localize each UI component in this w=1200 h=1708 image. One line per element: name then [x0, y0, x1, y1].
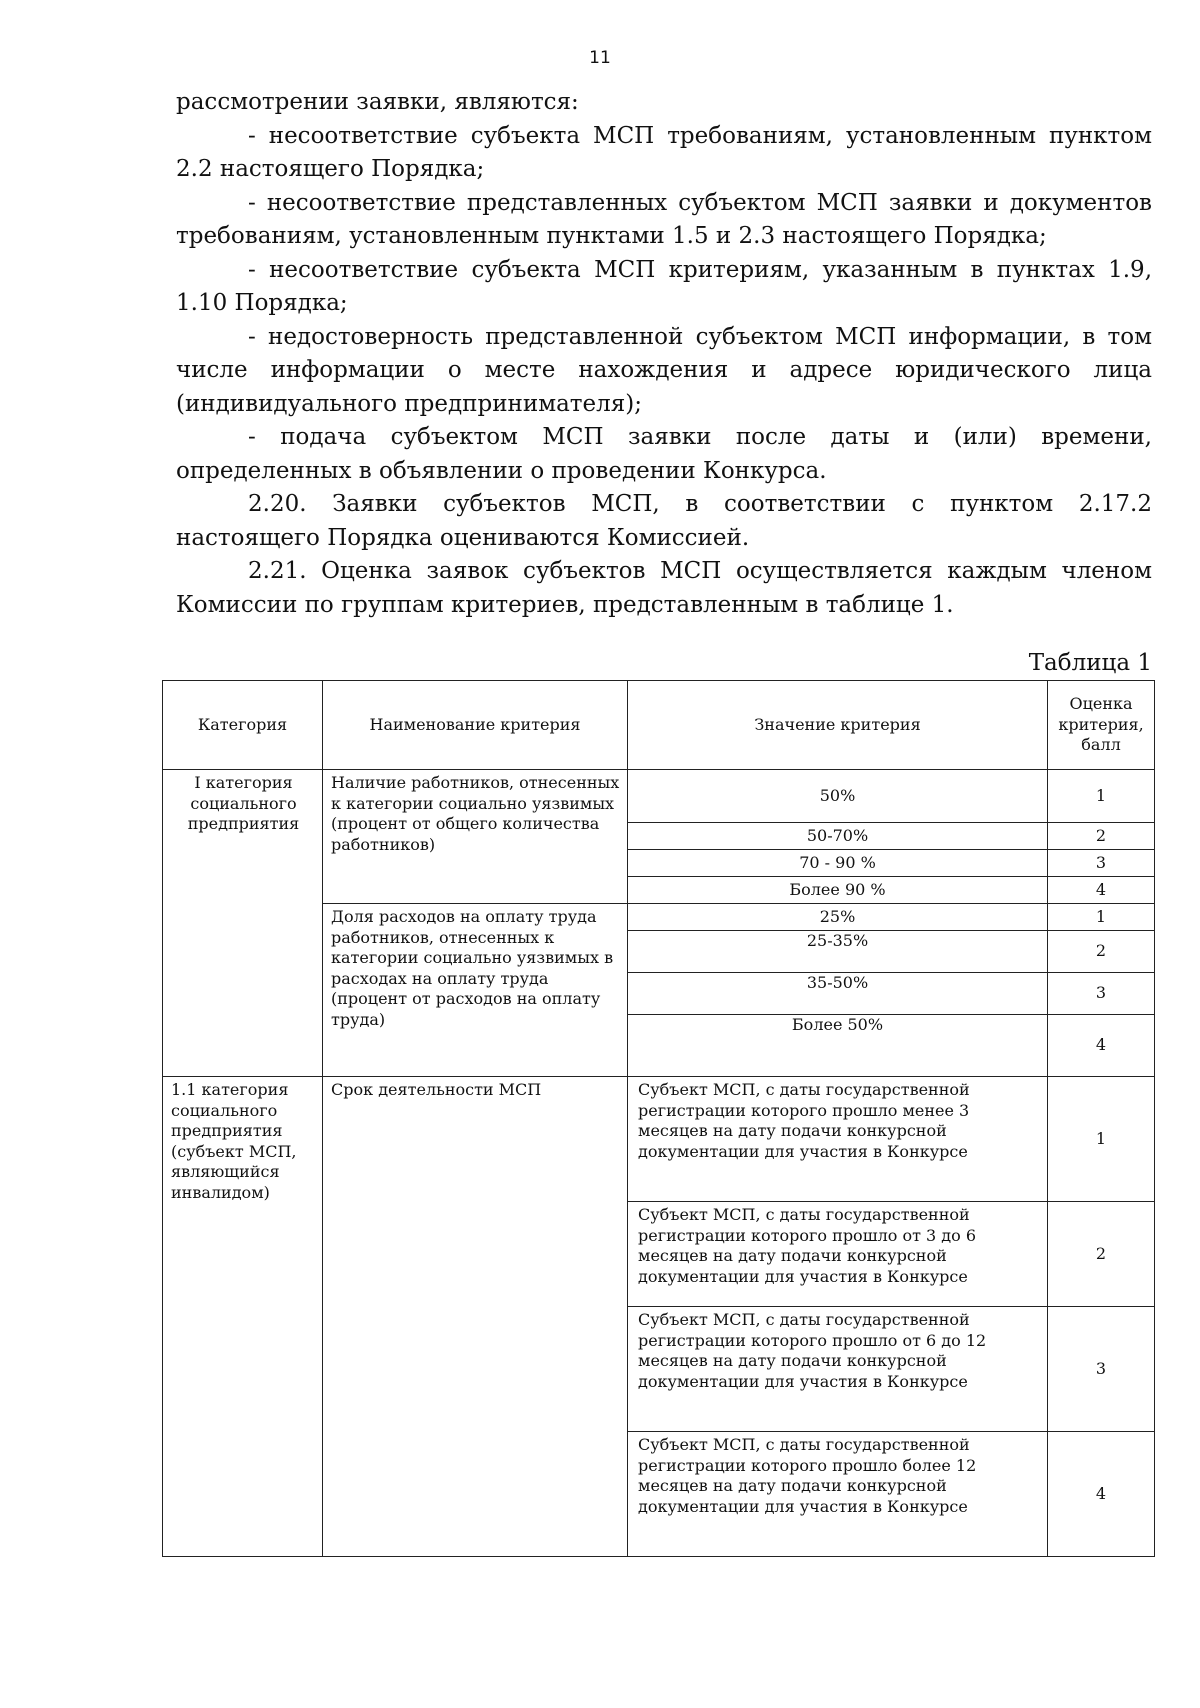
document-body [176, 86, 1152, 622]
criterion-value: Субъект МСП, с даты государственной регистрации которого прошло менее 3 месяцев на дату подачи конкурсной документации для участия в Конкурсе [628, 1077, 1048, 1202]
criterion-score: 3 [1048, 973, 1155, 1015]
criterion-value: 25-35% [628, 931, 1048, 973]
criterion-value: 50% [628, 770, 1048, 823]
criterion-score: 1 [1048, 904, 1155, 931]
header-value: Значение критерия [628, 681, 1048, 770]
paragraph: рассмотрении заявки, являются: [176, 89, 579, 115]
table-caption: Таблица 1 [1028, 650, 1152, 676]
criterion-score: 2 [1048, 1202, 1155, 1307]
criteria-table [162, 680, 1155, 1557]
table-row [163, 1077, 1155, 1202]
criterion-value: Субъект МСП, с даты государственной регистрации которого прошло от 6 до 12 месяцев на дату подачи конкурсной документации для участия в Конкурсе [628, 1307, 1048, 1432]
criterion-score: 1 [1048, 1077, 1155, 1202]
paragraph: - несоответствие субъекта МСП критериям, указанным в пунктах 1.9, 1.10 Порядка; [176, 256, 1152, 316]
criterion-score: 4 [1048, 1015, 1155, 1077]
paragraph: - несоответствие субъекта МСП требованиям, установленным пунктом 2.2 настоящего Порядка; [176, 122, 1152, 182]
page-number: 11 [589, 48, 611, 68]
criterion-score: 2 [1048, 931, 1155, 973]
table-row [163, 770, 1155, 823]
criterion-score: 4 [1048, 1432, 1155, 1557]
criterion-score: 1 [1048, 770, 1155, 823]
criterion-value: Более 50% [628, 1015, 1048, 1077]
paragraph: - несоответствие представленных субъектом МСП заявки и документов требованиям, установленным пунктами 1.5 и 2.3 настоящего Порядка; [176, 189, 1152, 249]
criterion-value: 25% [628, 904, 1048, 931]
criterion-value: 35-50% [628, 973, 1048, 1015]
criterion-value: Более 90 % [628, 877, 1048, 904]
criterion-score: 3 [1048, 850, 1155, 877]
criterion-value: Субъект МСП, с даты государственной регистрации которого прошло более 12 месяцев на дату подачи конкурсной документации для участия в Конкурсе [628, 1432, 1048, 1557]
criterion-name: Срок деятельности МСП [323, 1077, 628, 1557]
criterion-score: 2 [1048, 823, 1155, 850]
criterion-name: Доля расходов на оплату труда работников, отнесенных к категории социально уязвимых в расходах на оплату труда (процент от расходов на оплату труда) [323, 904, 628, 1077]
header-score: Оценка критерия, балл [1048, 681, 1155, 770]
paragraph: - недостоверность представленной субъектом МСП информации, в том числе информации о месте нахождения и адресе юридического лица (индивидуального предпринимателя); [176, 323, 1152, 417]
category-cell: 1.1 категория социального предприятия (субъект МСП, являющийся инвалидом) [163, 1077, 323, 1557]
criterion-value: 50-70% [628, 823, 1048, 850]
paragraph: - подача субъектом МСП заявки после даты и (или) времени, определенных в объявлении о проведении Конкурса. [176, 424, 1152, 484]
criterion-score: 4 [1048, 877, 1155, 904]
criterion-name: Наличие работников, отнесенных к категории социально уязвимых (процент от общего количества работников) [323, 770, 628, 904]
paragraph: 2.20. Заявки субъектов МСП, в соответствии с пунктом 2.17.2 настоящего Порядка оцениваются Комиссией. [176, 491, 1152, 551]
header-category: Категория [163, 681, 323, 770]
criterion-value: 70 - 90 % [628, 850, 1048, 877]
paragraph: 2.21. Оценка заявок субъектов МСП осуществляется каждым членом Комиссии по группам критериев, представленным в таблице 1. [176, 558, 1152, 618]
criterion-score: 3 [1048, 1307, 1155, 1432]
header-name: Наименование критерия [323, 681, 628, 770]
category-cell: I категория социального предприятия [163, 770, 323, 1077]
criterion-value: Субъект МСП, с даты государственной регистрации которого прошло от 3 до 6 месяцев на дату подачи конкурсной документации для участия в Конкурсе [628, 1202, 1048, 1307]
table-header-row [163, 681, 1155, 770]
